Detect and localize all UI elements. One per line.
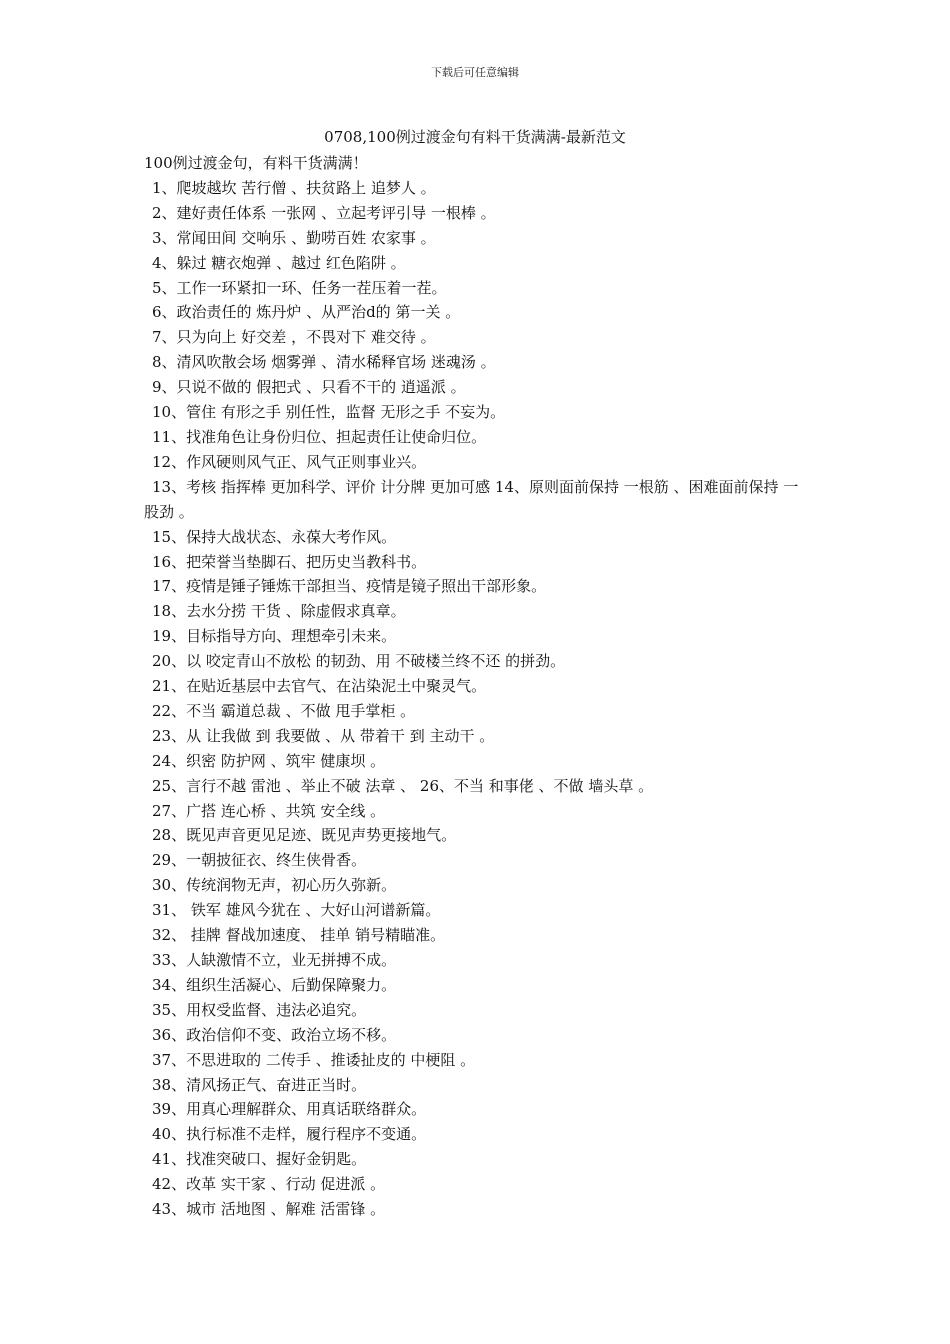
list-item: 35、用权受监督、违法必追究。	[152, 1000, 367, 1019]
list-item: 11、找准角色让身份归位、担起责任让使命归位。	[152, 427, 487, 446]
list-item: 23、从 让我做 到 我要做 、从 带着干 到 主动干 。	[152, 726, 495, 745]
list-item: 1、爬坡越坎 苦行僧 、扶贫路上 追梦人 。	[152, 178, 436, 197]
list-item: 3、常闻田间 交响乐 、勤唠百姓 农家事 。	[152, 228, 436, 247]
list-item: 39、用真心理解群众、用真话联络群众。	[152, 1100, 427, 1119]
list-item: 31、 铁军 雄风今犹在 、大好山河谱新篇。	[152, 901, 441, 920]
list-item: 25、言行不越 雷池 、举止不破 法章 、 26、不当 和事佬 、不做 墙头草 。	[152, 776, 654, 795]
list-item: 17、疫情是锤子锤炼干部担当、疫情是镜子照出干部形象。	[152, 577, 547, 596]
list-item: 28、既见声音更见足迹、既见声势更接地气。	[152, 826, 457, 845]
list-item: 33、人缺激情不立，业无拼搏不成。	[152, 951, 397, 969]
list-item: 37、不思进取的 二传手 、推诿扯皮的 中梗阻 。	[152, 1050, 476, 1069]
list-item: 41、找准突破口、握好金钥匙。	[152, 1150, 367, 1169]
page-header-note: 下载后可任意编辑	[431, 66, 519, 79]
list-item: 16、把荣誉当垫脚石、把历史当教科书。	[152, 552, 427, 571]
intro-line: 100例过渡金句，有料干货满满！	[144, 154, 368, 172]
list-item: 38、清风扬正气、奋进正当时。	[152, 1075, 367, 1094]
list-item: 12、作风硬则风气正、风气正则事业兴。	[152, 452, 427, 471]
list-item: 27、广搭 连心桥 、共筑 安全线 。	[152, 801, 386, 820]
list-item: 21、在贴近基层中去官气、在沾染泥土中聚灵气。	[152, 677, 487, 696]
list-item: 5、工作一环紧扣一环、任务一茬压着一茬。	[152, 278, 447, 297]
list-item: 6、政治责任的 炼丹炉 、从严治d的 第一关 。	[152, 303, 461, 322]
list-item: 29、一朝披征衣、终生侠骨香。	[152, 851, 367, 870]
list-item: 22、不当 霸道总裁 、不做 甩手掌柜 。	[152, 701, 416, 720]
list-item: 20、以 咬定青山不放松 的韧劲、用 不破楼兰终不还 的拼劲。	[152, 652, 566, 671]
document-body	[144, 151, 808, 1222]
list-item: 15、保持大战状态、永葆大考作风。	[152, 527, 397, 546]
list-item: 10、管住 有形之手 别任性，监督 无形之手 不妄为。	[152, 403, 506, 422]
list-item: 9、只说不做的 假把式 、只看不干的 逍遥派 。	[152, 378, 466, 397]
list-item: 36、政治信仰不变、政治立场不移。	[152, 1025, 397, 1044]
list-item: 24、织密 防护网 、筑牢 健康坝 。	[152, 751, 386, 770]
list-item: 40、执行标准不走样，履行程序不变通。	[152, 1125, 427, 1144]
list-item: 4、躲过 糖衣炮弹 、越过 红色陷阱 。	[152, 253, 406, 272]
document-title: 0708,100例过渡金句有料干货满满-最新范文	[324, 128, 626, 146]
list-item: 30、传统润物无声，初心历久弥新。	[152, 876, 397, 895]
list-item: 32、 挂牌 督战加速度、 挂单 销号精瞄准。	[152, 926, 446, 945]
list-item: 34、组织生活凝心、后勤保障聚力。	[152, 975, 397, 994]
list-item: 7、只为向上 好交差 ，不畏对下 难交待 。	[152, 328, 436, 347]
sentence-list	[144, 176, 808, 1222]
list-item: 8、清风吹散会场 烟雾弹 、清水稀释官场 迷魂汤 。	[152, 353, 496, 372]
list-item: 19、目标指导方向、理想牵引未来。	[152, 627, 397, 646]
list-item: 13、考核 指挥棒 更加科学、评价 计分牌 更加可感 14、原则面前保持 一根筋 、困难面前保持 一股劲 。	[144, 477, 799, 521]
list-item: 42、改革 实干家 、行动 促进派 。	[152, 1175, 386, 1194]
list-item: 43、城市 活地图 、解难 活雷锋 。	[152, 1200, 386, 1219]
list-item: 2、建好责任体系 一张网 、立起考评引导 一根棒 。	[152, 203, 496, 222]
list-item: 18、去水分捞 干货 、除虚假求真章。	[152, 602, 406, 621]
